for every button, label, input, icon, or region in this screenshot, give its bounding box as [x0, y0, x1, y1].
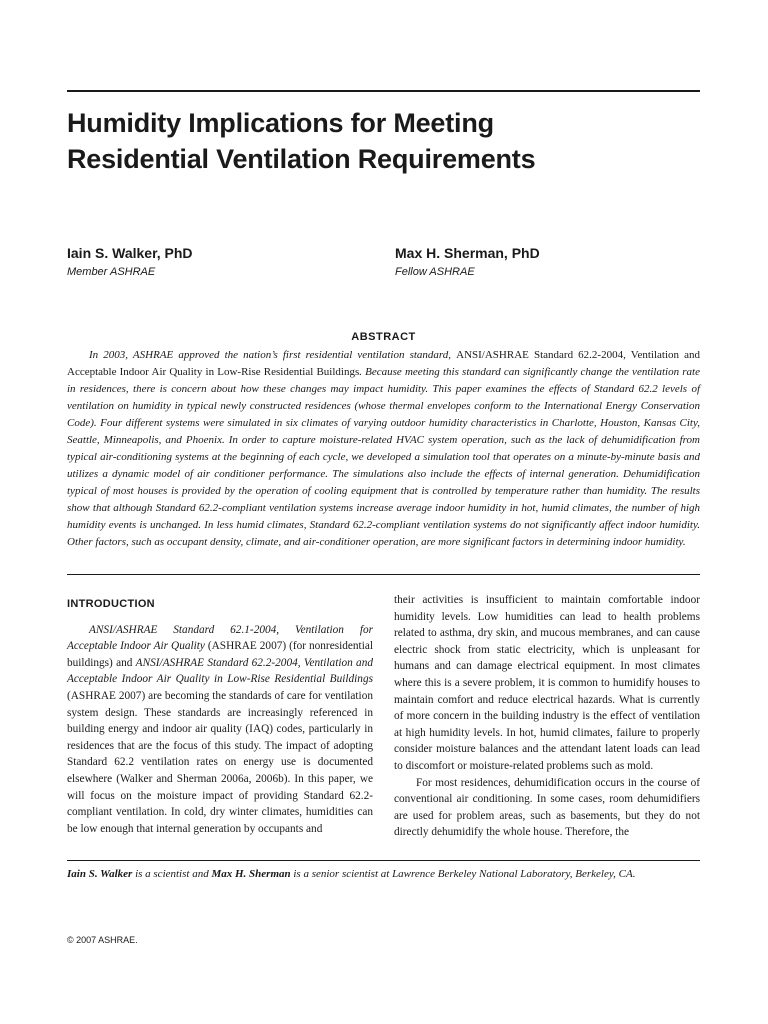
intro-text-1: (ASHRAE 2007) (for nonresidential buildings) and [67, 640, 373, 669]
footnote-text-2: is a senior scientist at Lawrence Berkeley National Laboratory, Berkeley, CA. [290, 868, 636, 880]
column-right [394, 592, 700, 841]
abstract-text-1: In 2003, ASHRAE approved the nation’s first residential ventilation standard, [89, 349, 457, 361]
author-affiliation: Member ASHRAE [67, 266, 156, 278]
author-footnote [67, 867, 700, 882]
footnote-name-2: Max H. Sherman [211, 868, 291, 880]
abstract-text-2: . Because meeting this standard can significantly change the ventilation rate in residences, there is concern about how these changes may impact humidity. This paper examines the effects of Standard 62.2 levels of ventilation on humidity in typical newly constructed residences (whose thermal envelopes conform to the International Energy Conservation Code). Four different systems were simulated in six climates of varying outdoor humidity characteristics in Charlotte, Houston, Kansas City, Seattle, Minneapolis, and Phoenix. In order to capture moisture-related HVAC system operation, such as the lack of dehumidification from typical air-conditioning systems at the beginning of each cycle, we developed a simulation tool that operates on a minute-by-minute basis and utilizes a dynamic model of air conditioner performance. The simulations also include the effects of internal generation. Dehumidification typical of most houses is provided by the operation of cooling equipment that is controlled by temperature rather than humidity. The results show that although Standard 62.2-compliant ventilation systems increase average indoor humidity in hot, humid climates, the number of high humidity events is unchanged. In less humid climates, Standard 62.2-compliant ventilation systems do not significantly affect indoor humidity. Other factors, such as occupant density, climate, and air-conditioner operation, are more significant factors in determining indoor humidity. [67, 366, 700, 548]
author-name: Max H. Sherman, PhD [395, 245, 540, 261]
author-name: Iain S. Walker, PhD [67, 245, 193, 261]
abstract-body [67, 347, 700, 551]
column-left [67, 592, 373, 837]
copyright-notice: © 2007 ASHRAE. [67, 935, 138, 945]
author-affiliation: Fellow ASHRAE [395, 266, 475, 278]
intro-paragraph-1-cont: their activities is insufficient to maintain comfortable indoor humidity levels. Low humidities can lead to health problems related to asthma, dry skin, and mucous membranes, and can cause electric shock from static electricity, which is unpleasant for humans and can damage electrical equipment. In most climates where this is a severe problem, it is common to humidify houses to maintain comfort and reduce electrical hazards. What is currently of more concern in the building industry is the effect of ventilation at high humidity levels. In hot, humid climates, failure to properly consider moisture balances and the attendant latent loads can lead to discomfort or moisture-related problems such as mold. [394, 594, 700, 772]
footnote-name-1: Iain S. Walker [67, 868, 133, 880]
introduction-heading: INTRODUCTION [67, 598, 155, 610]
abstract-heading: ABSTRACT [351, 331, 416, 343]
author-block-1 [67, 245, 193, 280]
top-rule [67, 90, 700, 92]
footnote-rule [67, 860, 700, 861]
author-block-2 [395, 245, 540, 280]
intro-standard-2: ANSI/ASHRAE Standard 62.2-2004, Ventilation and Acceptable Indoor Air Quality in Low-Rise Residential Buildings [67, 656, 373, 686]
title-line-1: Humidity Implications for Meeting [67, 108, 494, 138]
footnote-text-1: is a scientist and [132, 868, 212, 880]
paper-title [67, 105, 707, 177]
title-line-2: Residential Ventilation Requirements [67, 144, 536, 174]
abstract-standard-name: ANSI/ASHRAE Standard 62.2-2004, Ventilation and Acceptable Indoor Air Quality in Low-Rise Residential Buildings [67, 349, 700, 378]
intro-text-2: (ASHRAE 2007) are becoming the standards of care for ventilation system design. These standards are increasingly referenced in building energy and indoor air quality (IAQ) codes, particularly in residences that are the focus of this study. The impact of adopting Standard 62.2 ventilation rates on energy use is documented elsewhere (Walker and Sherman 2006a, 2006b). In this paper, we will focus on the moisture impact of providing Standard 62.2-compliant ventilation. In cold, dry winter climates, humidities can be low enough that internal generation by occupants and [67, 689, 373, 835]
intro-paragraph-2: For most residences, dehumidification occurs in the course of conventional air conditioning. In some cases, room dehumidifiers are used for problem areas, such as basements, but they do not directly dehumidify the whole house. Therefore, the [394, 776, 700, 839]
intro-paragraph-1 [67, 622, 373, 838]
intro-standard-1: ANSI/ASHRAE Standard 62.1-2004, Ventilation for Acceptable Indoor Air Quality [67, 623, 373, 653]
section-rule [67, 574, 700, 575]
